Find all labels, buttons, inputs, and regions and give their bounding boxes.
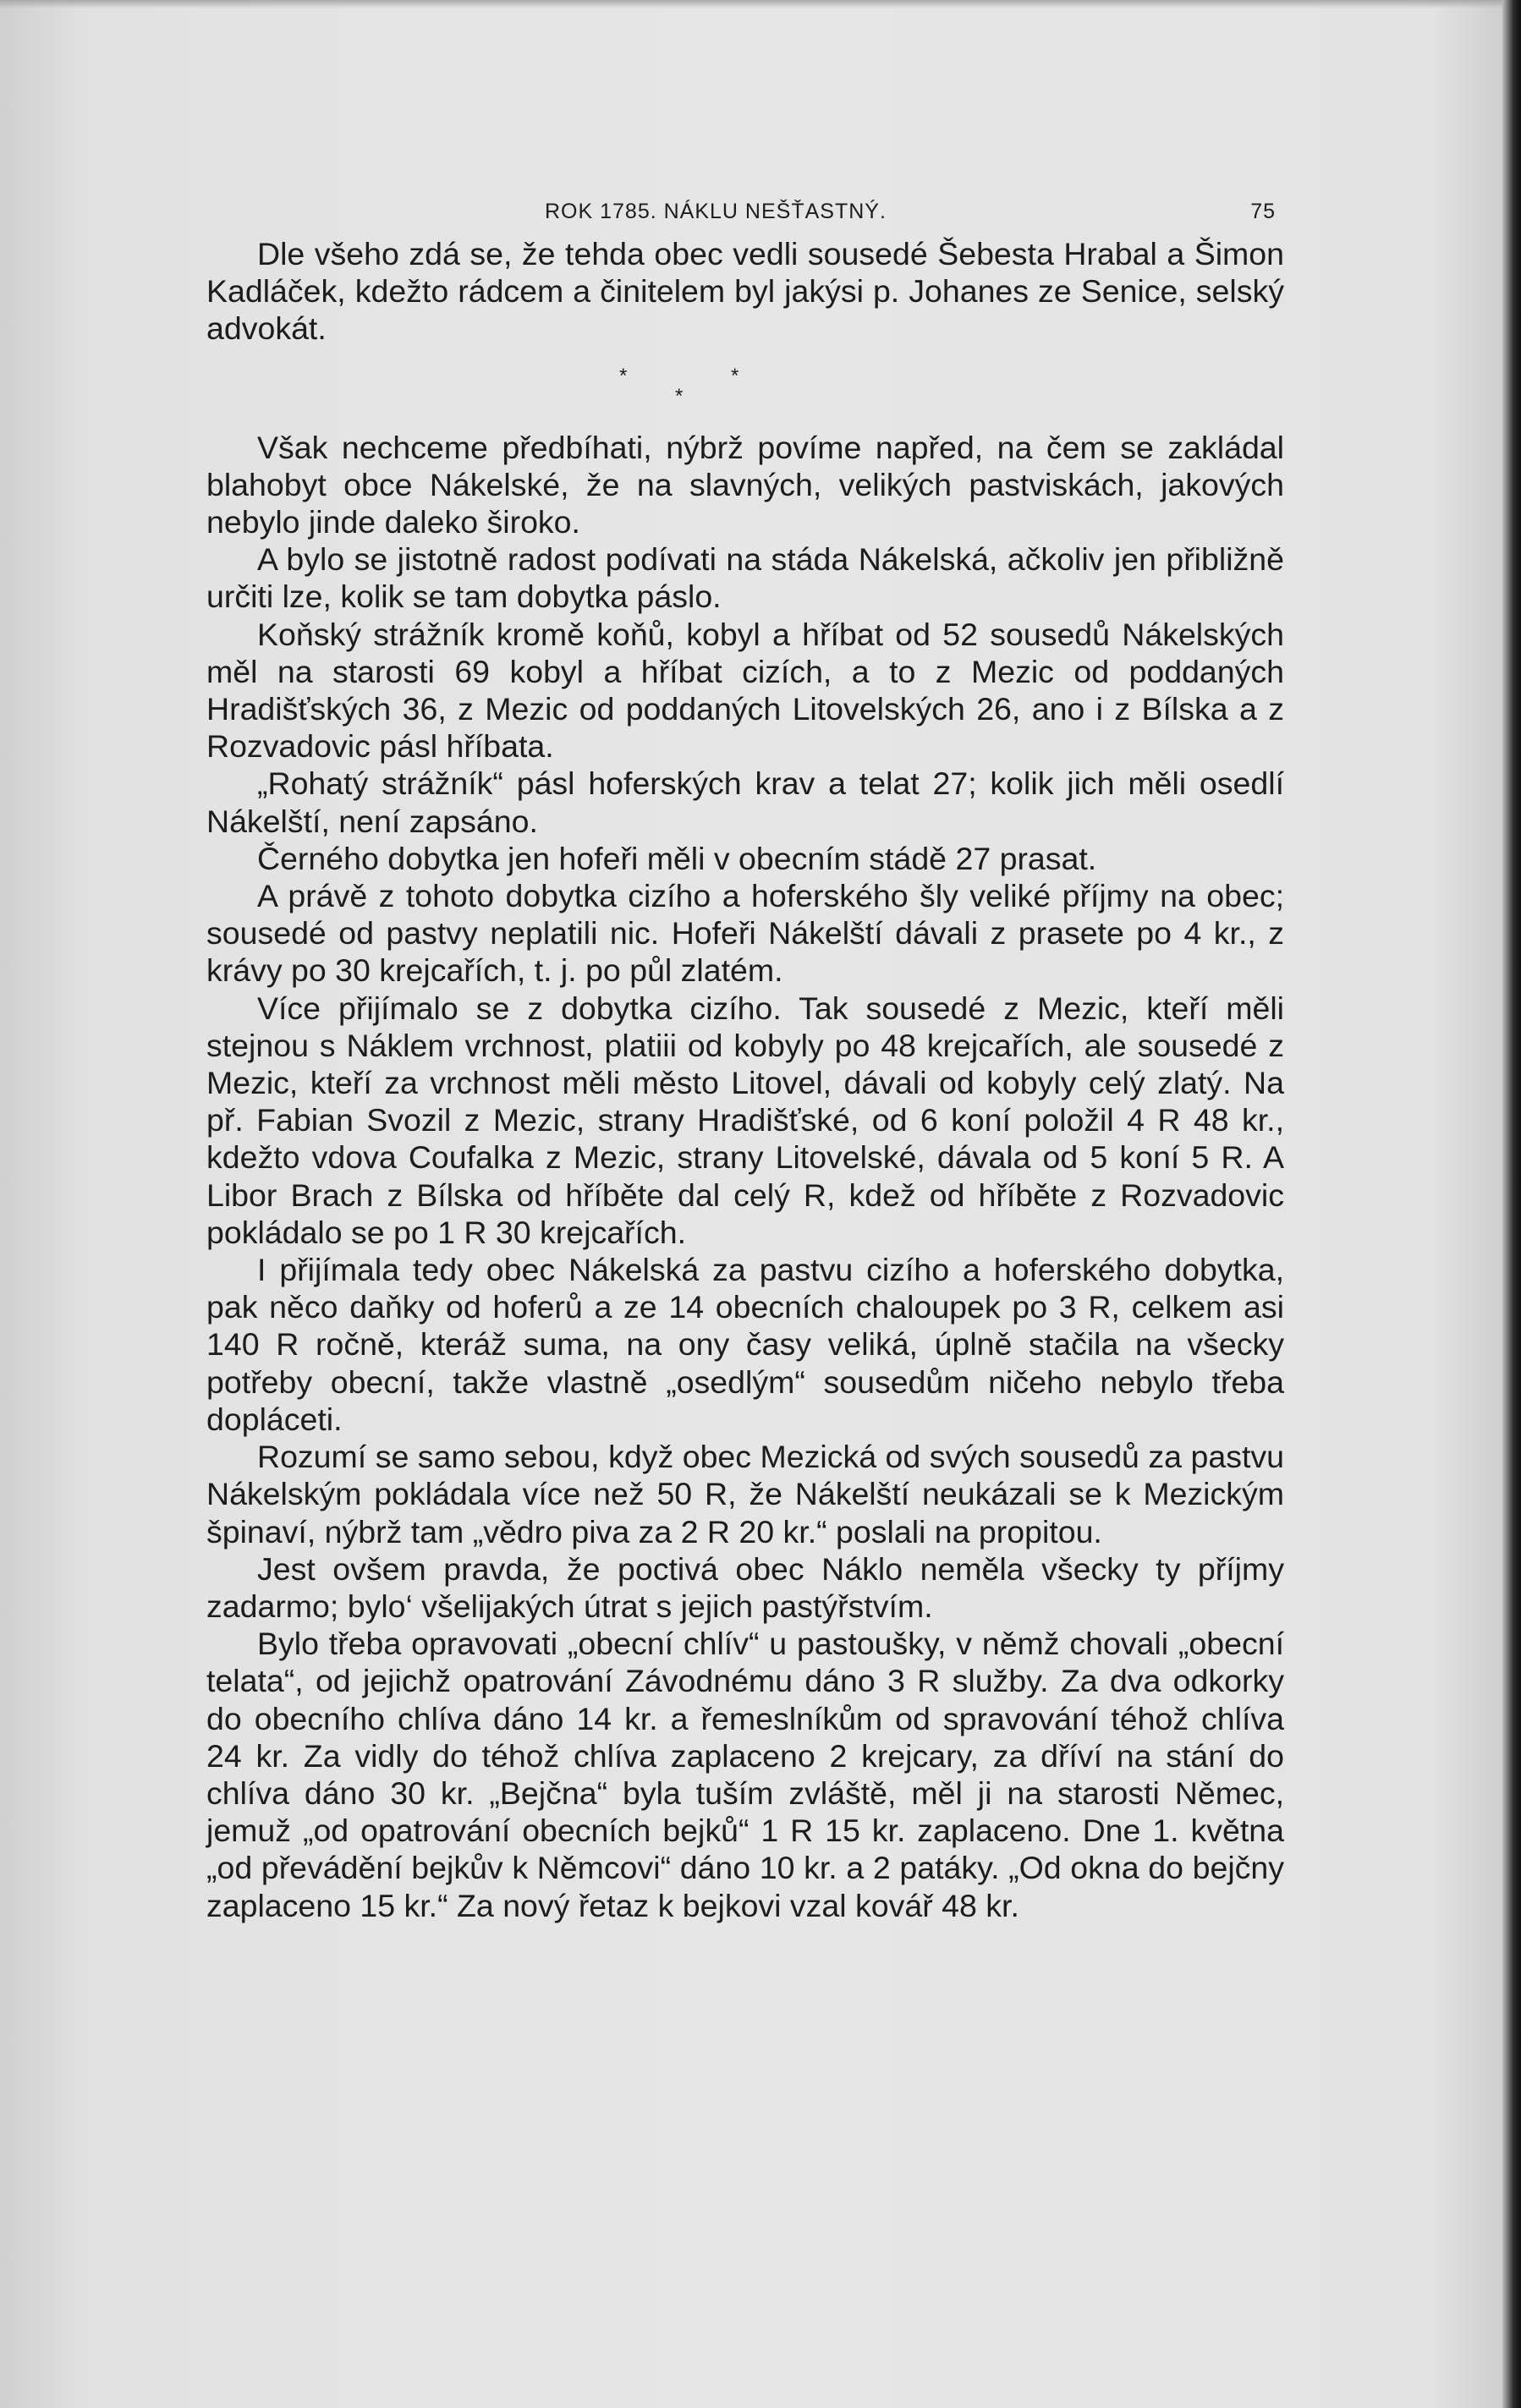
paragraph-10: Rozumí se samo sebou, když obec Mezická od svých sousedů za pastvu Nákelským pokládala více než 50 R, že Nákelští neukázali se k Mezickým špinaví, nýbrž tam „vědro piva za 2 R 20 kr.“ poslali na propitou. xyxy=(206,1439,1284,1550)
paragraph-3: A bylo se jistotně radost podívati na stáda Nákelská, ačkoliv jen přibližně určiti lze, kolik se tam dobytka páslo. xyxy=(206,541,1284,615)
asterisk-divider xyxy=(206,348,1284,429)
paragraph-5: „Rohatý strážník“ pásl hoferských krav a telat 27; kolik jich měli osedlí Nákelští, není zapsáno. xyxy=(206,765,1284,839)
paragraph-9: I přijímala tedy obec Nákelská za pastvu cizího a hoferského dobytka, pak něco daňky od hoferů a ze 14 obecních chaloupek po 3 R, celkem asi 140 R ročně, kteráž suma, na ony časy veliká, úplně stačila na všecky potřeby obecní, takže vlastně „osedlým“ sousedům ničeho nebylo třeba dopláceti. xyxy=(206,1252,1284,1437)
asterisk-bottom: * xyxy=(675,384,684,408)
page-number: 75 xyxy=(1250,200,1276,223)
paragraph-8: Více přijímalo se z dobytka cizího. Tak sousedé z Mezic, kteří měli stejnou s Náklem vrchnost, platiii od kobyly po 48 krejcařích, ale sousedé z Mezic, kteří za vrchnost měli město Litovel, dávali od kobyly celý zlatý. Na př. Fabian Svozil z Mezic, strany Hradišťské, od 6 koní položil 4 R 48 kr., kdežto vdova Coufalka z Mezic, strany Litovelské, dávala od 5 koní 5 R. A Libor Brach z Bílska od hříběte dal celý R, kdež od hříběte z Rozvadovic pokládalo se po 1 R 30 krejcařích. xyxy=(206,990,1284,1250)
page-right-edge-shadow xyxy=(1502,0,1521,2408)
paragraph-11: Jest ovšem pravda, že poctivá obec Náklo neměla všecky ty příjmy zadarmo; bylo‘ všelijakých útrat s jejich pastýřstvím. xyxy=(206,1550,1284,1624)
running-head: ROK 1785. NÁKLU NEŠŤASTNÝ. xyxy=(545,200,887,223)
page-header xyxy=(206,184,1284,235)
paragraph-4: Koňský strážník kromě koňů, kobyl a hříbat od 52 sousedů Nákelských měl na starosti 69 kobyl a hříbat cizích, a to z Mezic od poddaných Hradišťských 36, z Mezic od poddaných Litovelských 26, ano i z Bílska a z Rozvadovic pásl hříbata. xyxy=(206,616,1284,765)
paragraph-2: Však nechceme předbíhati, nýbrž povíme napřed, na čem se zakládal blahobyt obce Nákelské, že na slavných, velikých pastviskách, jakových nebylo jinde daleko široko. xyxy=(206,429,1284,540)
paragraph-6: Černého dobytka jen hofeři měli v obecním stádě 27 prasat. xyxy=(257,840,1097,876)
text-block xyxy=(206,184,1284,1924)
paragraph-1: Dle všeho zdá se, že tehda obec vedli sousedé Šebesta Hrabal a Šimon Kadláček, kdežto rádcem a činitelem byl jakýsi p. Johanes ze Senice, selský advokát. xyxy=(206,236,1284,347)
paragraph-7: A právě z tohoto dobytka cizího a hoferského šly veliké příjmy na obec; sousedé od pastvy neplatili nic. Hofeři Nákelští dávali z prasete po 4 kr., z krávy po 30 krejcařích, t. j. po půl zlatém. xyxy=(206,878,1284,989)
paragraph-12: Bylo třeba opravovati „obecní chlív“ u pastoušky, v němž chovali „obecní telata“, od jejichž opatrování Závodnému dáno 3 R služby. Za dva odkorky do obecního chlíva dáno 14 kr. a řemeslníkům od spravování téhož chlíva 24 kr. Za vidly do téhož chlíva zaplaceno 2 krejcary, za dříví na stání do chlíva dáno 30 kr. „Bejčna“ byla tuším zvláště, měl ji na starosti Němec, jemuž „od opatrování obecních bejků“ 1 R 15 kr. zaplaceno. Dne 1. května „od převádění bejkův k Němcovi“ dáno 10 kr. a 2 patáky. „Od okna do bejčny zaplaceno 15 kr.“ Za nový řetaz k bejkovi vzal kovář 48 kr. xyxy=(206,1626,1284,1923)
page-top-shadow xyxy=(0,0,1521,8)
asterisk-left: * xyxy=(619,364,628,387)
asterisk-right: * xyxy=(731,364,739,387)
